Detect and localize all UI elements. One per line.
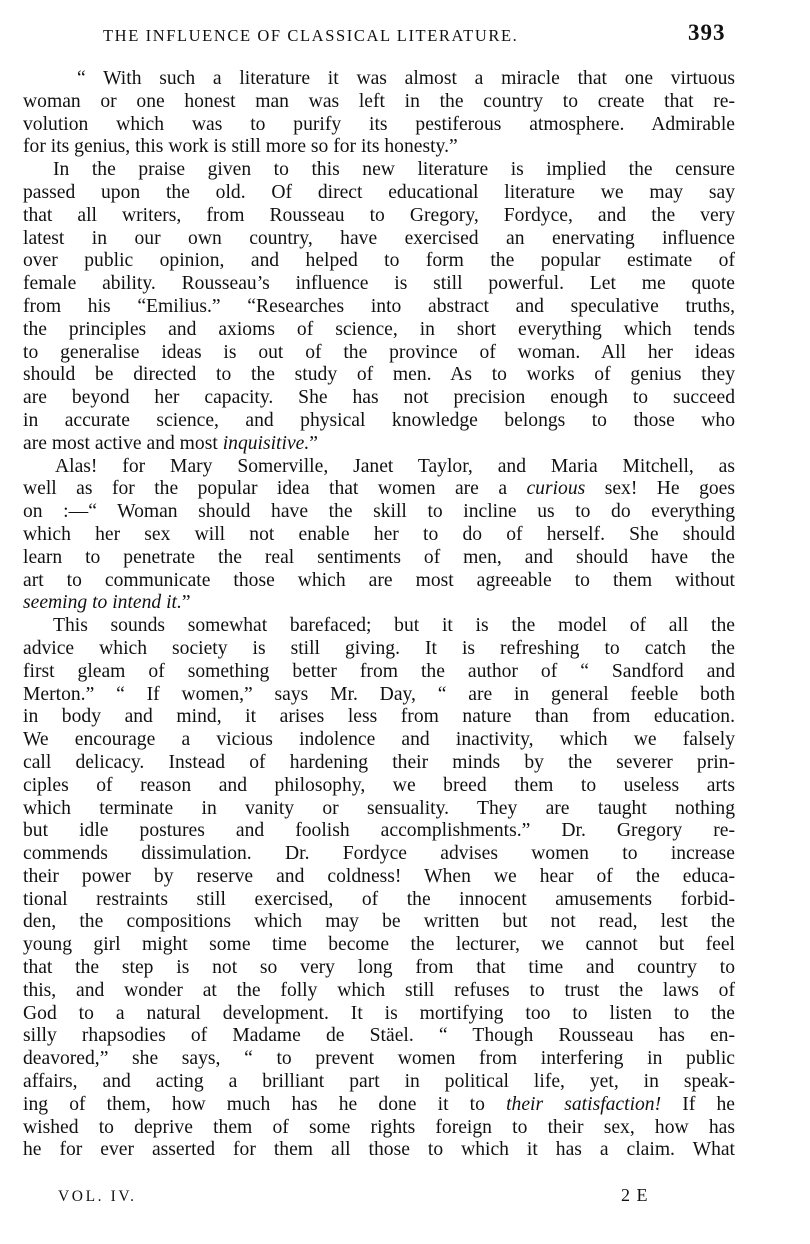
text-fragment: sex! He goes bbox=[585, 478, 735, 500]
text-fragment: ” bbox=[309, 432, 318, 454]
text-line bbox=[23, 1094, 735, 1117]
text-line: on :—“ Woman should have the skill to incline us to do everything bbox=[23, 501, 735, 523]
text-line: passed upon the old. Of direct educational literature we may say bbox=[23, 181, 735, 203]
text-line: should be directed to the study of men. As to works of genius they bbox=[23, 364, 735, 386]
text-line: Merton.” “ If women,” says Mr. Day, “ are in general feeble both bbox=[23, 683, 735, 705]
text-line: wished to deprive them of some rights foreign to their sex, how has bbox=[23, 1116, 735, 1138]
running-title: THE INFLUENCE OF CLASSICAL LITERATURE. bbox=[103, 26, 519, 45]
text-fragment: well as for the popular idea that women are a bbox=[23, 478, 527, 500]
text-line: in body and mind, it arises less from nature than from education. bbox=[23, 706, 735, 728]
text-line: ciples of reason and philosophy, we breed them to useless arts bbox=[23, 774, 735, 796]
text-line: den, the compositions which may be written but not read, lest the bbox=[23, 911, 735, 933]
text-line: learn to penetrate the real sentiments of men, and should have the bbox=[23, 546, 735, 568]
text-line: deavored,” she says, “ to prevent women from interfering in public bbox=[23, 1048, 735, 1070]
volume-mark: VOL. IV. bbox=[58, 1188, 137, 1205]
text-line: commends dissimulation. Dr. Fordyce advises women to increase bbox=[23, 843, 735, 865]
body-text bbox=[23, 68, 735, 1162]
text-line: the principles and axioms of science, in short everything which tends bbox=[23, 318, 735, 340]
text-line: In the praise given to this new literature is implied the censure bbox=[53, 159, 735, 181]
text-line: This sounds somewhat barefaced; but it is the model of all the bbox=[53, 615, 735, 637]
text-line: but idle postures and foolish accomplishments.” Dr. Gregory re- bbox=[23, 820, 735, 842]
text-line: tional restraints still exercised, of the innocent amusements forbid- bbox=[23, 888, 735, 910]
text-line: God to a natural development. It is mortifying too to listen to the bbox=[23, 1002, 735, 1024]
text-line: which terminate in vanity or sensuality. They are taught nothing bbox=[23, 797, 735, 819]
text-line: call delicacy. Instead of hardening their minds by the severer prin- bbox=[23, 751, 735, 773]
text-line: their power by reserve and coldness! When we hear of the educa- bbox=[23, 865, 735, 887]
text-line: which her sex will not enable her to do of herself. She should bbox=[23, 523, 735, 545]
text-line: that all writers, from Rousseau to Gregory, Fordyce, and the very bbox=[23, 204, 735, 226]
text-line bbox=[23, 478, 735, 501]
text-line: in accurate science, and physical knowledge belongs to those who bbox=[23, 409, 735, 431]
text-line: Alas! for Mary Somerville, Janet Taylor, and Maria Mitchell, as bbox=[55, 455, 735, 477]
text-line: to generalise ideas is out of the province of woman. All her ideas bbox=[23, 341, 735, 363]
text-line: affairs, and acting a brilliant part in political life, yet, in speak- bbox=[23, 1071, 735, 1093]
text-fragment: are most active and most bbox=[23, 432, 223, 454]
text-line: volution which was to purify its pestiferous atmosphere. Admirable bbox=[23, 113, 735, 135]
text-fragment: ” bbox=[181, 592, 191, 614]
text-line: advice which society is still giving. It is refreshing to catch the bbox=[23, 637, 735, 659]
italic-phrase: curious bbox=[526, 478, 586, 500]
text-line: he for ever asserted for them all those to which it has a claim. What bbox=[23, 1139, 735, 1161]
text-line bbox=[23, 592, 735, 615]
text-line bbox=[23, 433, 735, 456]
text-line: first gleam of something better from the author of “ Sandford and bbox=[23, 660, 735, 682]
text-line: latest in our own country, have exercised an enervating influence bbox=[23, 227, 735, 249]
text-line: female ability. Rousseau’s influence is still powerful. Let me quote bbox=[23, 273, 735, 295]
signature-mark: 2 E bbox=[621, 1185, 649, 1205]
text-fragment: ing of them, how much has he done it to bbox=[23, 1093, 507, 1115]
italic-phrase: their satisfaction! bbox=[506, 1093, 662, 1115]
text-line: over public opinion, and helped to form the popular estimate of bbox=[23, 250, 735, 272]
page-number: 393 bbox=[688, 20, 726, 45]
text-line: young girl might some time become the lecturer, we cannot but feel bbox=[23, 934, 735, 956]
italic-phrase: inquisitive. bbox=[222, 432, 310, 454]
italic-phrase: seeming to intend it. bbox=[23, 592, 182, 614]
text-line: silly rhapsodies of Madame de Stäel. “ Though Rousseau has en- bbox=[23, 1025, 735, 1047]
text-line: for its genius, this work is still more so for its honesty.” bbox=[23, 136, 458, 158]
text-line: are beyond her capacity. She has not precision enough to succeed bbox=[23, 387, 735, 409]
text-fragment: If he bbox=[661, 1093, 735, 1115]
text-line: “ With such a literature it was almost a miracle that one virtuous bbox=[77, 68, 735, 89]
text-line: We encourage a vicious indolence and inactivity, which we falsely bbox=[23, 729, 735, 751]
text-line: woman or one honest man was left in the country to create that re- bbox=[23, 90, 735, 112]
text-line: that the step is not so very long from that time and country to bbox=[23, 957, 735, 979]
text-line: from his “Emilius.” “Researches into abstract and speculative truths, bbox=[23, 295, 735, 317]
text-line: this, and wonder at the folly which still refuses to trust the laws of bbox=[23, 979, 735, 1001]
text-line: art to communicate those which are most agreeable to them without bbox=[23, 569, 735, 591]
